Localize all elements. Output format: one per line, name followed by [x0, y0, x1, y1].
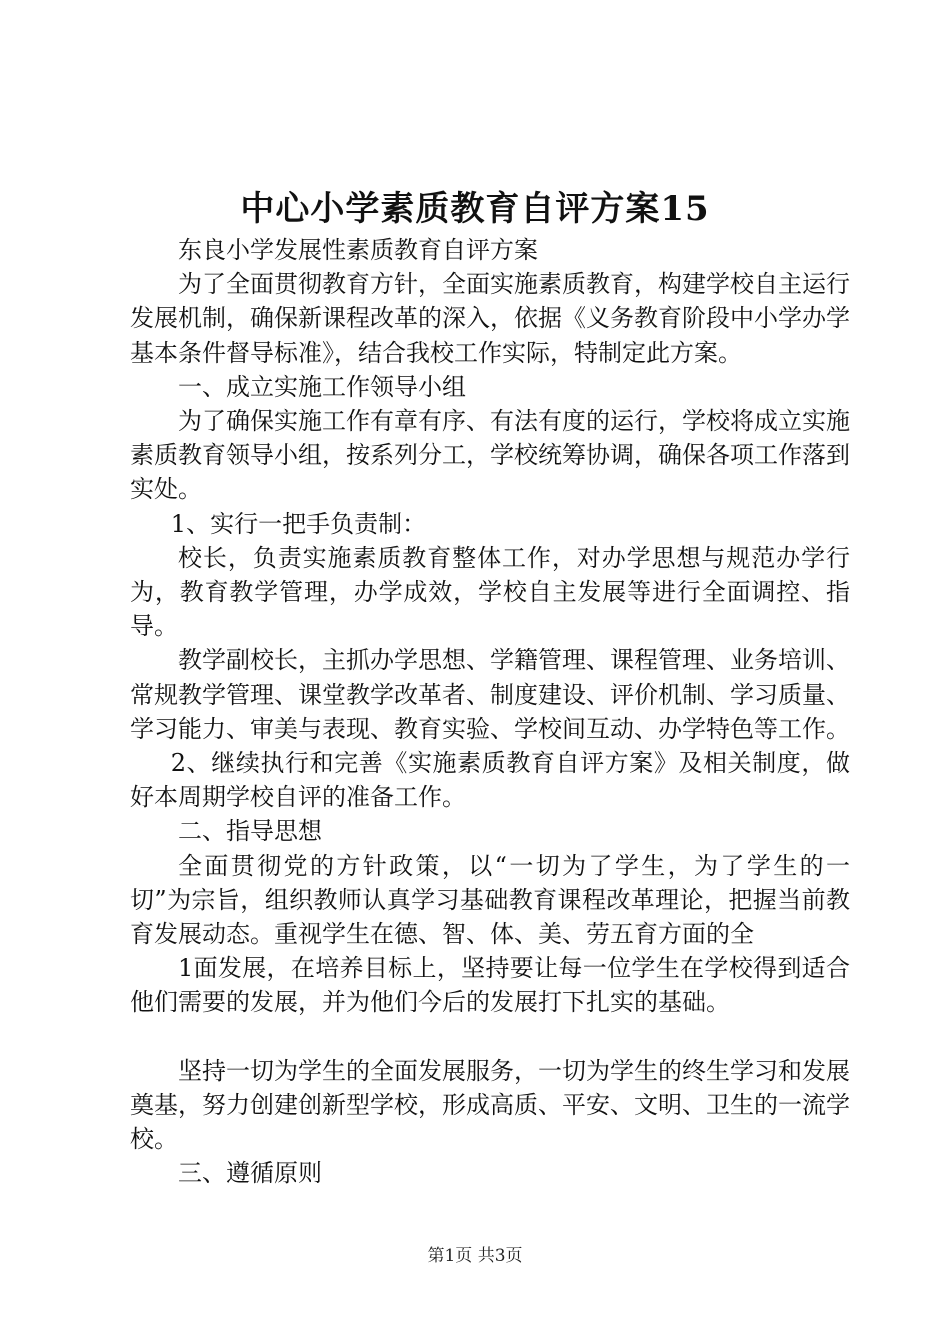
paragraph-intro: 为了全面贯彻教育方针，全面实施素质教育，构建学校自主运行发展机制，确保新课程改革的深入，依据《义务教育阶段中小学办学基本条件督导标准》，结合我校工作实际，特制定此方案。 [130, 270, 850, 367]
paragraph-principal-duty: 校长，负责实施素质教育整体工作，对办学思想与规范办学行为，教育教学管理，办学成效，学校自主发展等进行全面调控、指导。 [130, 543, 850, 641]
paragraph-development-goal: 坚持一切为学生的全面发展服务，一切为学生的终生学习和发展奠基，努力创建创新型学校，形成高质、平安、文明、卫生的一流学校。 [130, 1056, 850, 1154]
document-title: 中心小学素质教育自评方案15 [240, 189, 710, 229]
heading-item-1: 1、实行一把手负责制： [170, 509, 427, 538]
paragraph-guiding-idea: 全面贯彻党的方针政策，以“一切为了学生，为了学生的一切”为宗旨，组织教师认真学习基础教育课程改革理论，把握当前教育发展动态。重视学生在德、智、体、美、劳五育方面的全 [130, 851, 850, 949]
heading-section-2: 二、指导思想 [178, 817, 322, 846]
paragraph-item-2: 2、继续执行和完善《实施素质教育自评方案》及相关制度，做好本周期学校自评的准备工作。 [130, 749, 850, 812]
paragraph-guiding-idea-continued: 1面发展，在培养目标上，坚持要让每一位学生在学校得到适合他们需要的发展，并为他们今后的发展打下扎实的基础。 [130, 954, 850, 1017]
paragraph-leadership-group: 为了确保实施工作有章有序、有法有度的运行，学校将成立实施素质教育领导小组，按系列分工，学校统筹协调，确保各项工作落到实处。 [130, 407, 850, 504]
heading-section-3: 三、遵循原则 [178, 1159, 322, 1188]
page-number-footer: 第1页 共3页 [427, 1246, 523, 1266]
paragraph-school-plan-name: 东良小学发展性素质教育自评方案 [178, 236, 538, 264]
paragraph-vice-principal-duty: 教学副校长，主抓办学思想、学籍管理、课程管理、业务培训、常规教学管理、课堂教学改革者、制度建设、评价机制、学习质量、学习能力、审美与表现、教育实验、学校间互动、办学特色等工作。 [130, 646, 850, 743]
document-body [130, 233, 850, 1190]
heading-section-1: 一、成立实施工作领导小组 [178, 372, 466, 401]
